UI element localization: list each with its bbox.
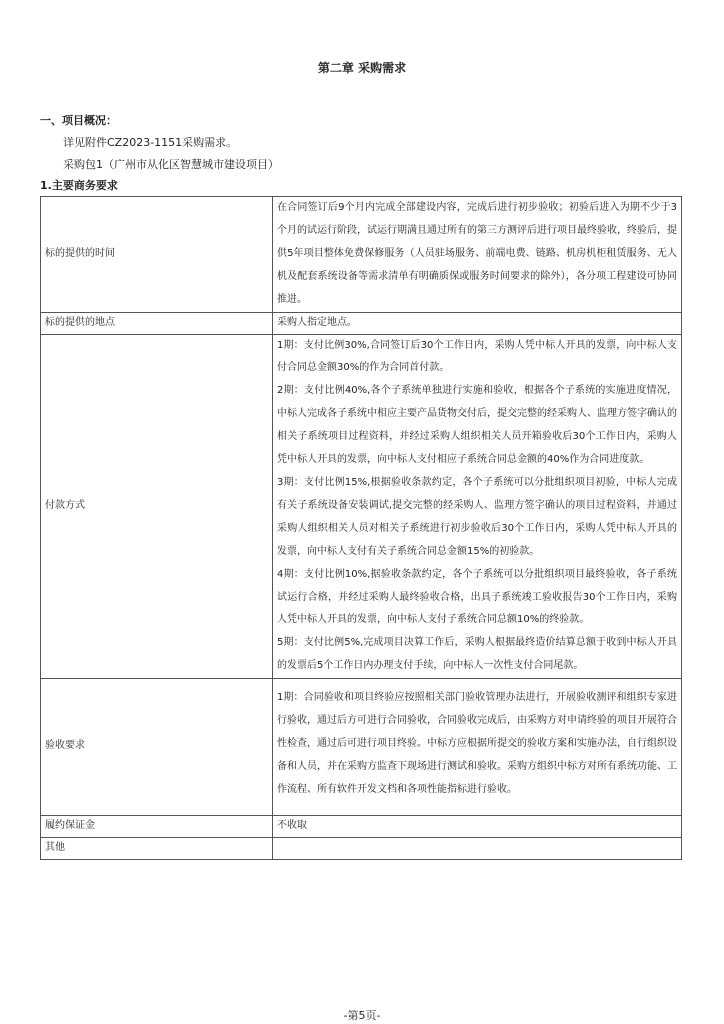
- business-requirements-table: [40, 196, 682, 860]
- package-line: 采购包1（广州市从化区智慧城市建设项目）: [63, 158, 279, 171]
- delivery-location-value: 采购人指定地点。: [273, 312, 682, 334]
- table-row: [41, 312, 682, 334]
- delivery-time-label: 标的提供的时间: [41, 197, 273, 313]
- chapter-title: 第二章 采购需求: [317, 61, 407, 75]
- payment-label: 付款方式: [41, 334, 273, 679]
- payment-phase-4: 4期：支付比例10%,据验收条款约定，各个子系统可以分批组织项目最终验收，各子系统试运行合格，并经过采购人最终验收合格，出具子系统竣工验收报告30个工作日内，采购人凭中标人开具的发票，向中标人支付子系统合同总额10%的终验款。: [277, 568, 677, 626]
- table-row: [41, 837, 682, 859]
- payment-phase-5: 5期：支付比例5%,完成项目决算工作后，采购人根据最终造价结算总额于收到中标人开具的发票后5个工作日内办理支付手续，向中标人一次性支付合同尾款。: [277, 637, 677, 672]
- payment-phase-1: 1期：支付比例30%,合同签订后30个工作日内，采购人凭中标人开具的发票，向中标人支付合同总金额30%的作为合同首付款。: [277, 339, 677, 374]
- delivery-location-label: 标的提供的地点: [41, 312, 273, 334]
- deposit-value: 不收取: [273, 815, 682, 837]
- delivery-time-value: 在合同签订后9个月内完成全部建设内容，完成后进行初步验收；初验后进入为期不少于3个月的试运行阶段，试运行期满且通过所有的第三方测评后进行项目最终验收，终验后，提供5年项目整体免费保修服务（人员驻场服务、前端电费、链路、机房机柜租赁服务、无人机及配套系统设备等需求清单有明确质保或服务时间要求的除外），各分项工程建设可协同推进。: [273, 197, 682, 313]
- table-row: [41, 679, 682, 816]
- payment-value: [273, 334, 682, 679]
- other-value: [273, 837, 682, 859]
- acceptance-label: 验收要求: [41, 679, 273, 816]
- subsection-heading: 1.主要商务要求: [40, 179, 118, 192]
- section-heading: 一、项目概况：: [40, 114, 117, 127]
- intro-line: 详见附件CZ2023-1151采购需求。: [63, 136, 238, 149]
- payment-phase-2: 2期：支付比例40%,各个子系统单独进行实施和验收，根据各个子系统的实施进度情况，中标人完成各子系统中相应主要产品货物交付后，提交完整的经采购人、监理方签字确认的相关子系统项目过程资料，并经过采购人组织相关人员开箱验收后30个工作日内，采购人凭中标人开具的发票，向中标人支付相应子系统合同总金额的40%作为合同进度款。: [277, 385, 677, 466]
- table-row: [41, 815, 682, 837]
- table-row: [41, 197, 682, 313]
- payment-phase-3: 3期：支付比例15%,根据验收条款约定，各个子系统可以分批组织项目初验，中标人完成有关子系统设备安装调试,提交完整的经采购人、监理方签字确认的项目过程资料，并通过采购人组织相关人员对相关子系统进行初步验收后30个工作日内，采购人凭中标人开具的发票，向中标人支付有关子系统合同总金额15%的初验款。: [277, 476, 677, 557]
- other-label: 其他: [41, 837, 273, 859]
- deposit-label: 履约保证金: [41, 815, 273, 837]
- acceptance-value: 1期：合同验收和项目终验应按照相关部门验收管理办法进行，开展验收测评和组织专家进行验收，通过后方可进行合同验收，合同验收完成后，由采购方对申请终验的项目开展符合性检查，通过后可进行项目终验。中标方应根据所提交的验收方案和实施办法，自行组织设备和人员，并在采购方监查下现场进行测试和验收。采购方组织中标方对所有系统功能、工作流程、所有软件开发文档和各项性能指标进行验收。: [273, 679, 682, 816]
- page-number: -第5页-: [343, 1009, 381, 1022]
- table-row: [41, 334, 682, 679]
